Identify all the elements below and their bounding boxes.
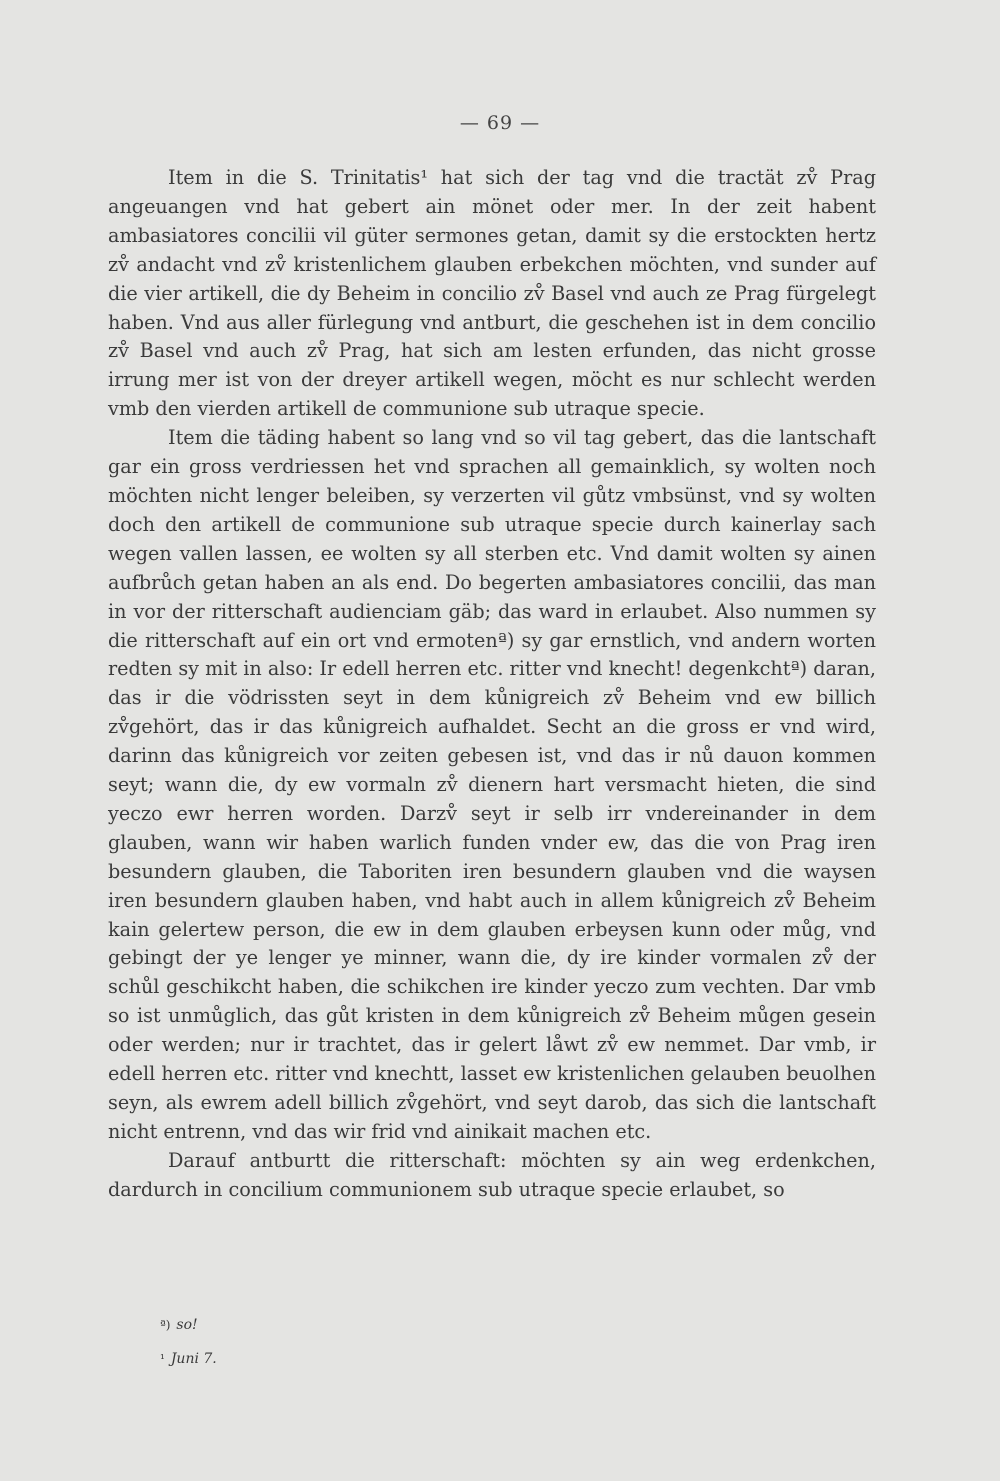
footnotes (160, 1308, 217, 1376)
footnote-text: so! (176, 1317, 198, 1333)
page-number: — 69 — (459, 112, 541, 134)
paragraph: Item in die S. Trinitatis¹ hat sich der tag vnd die tractät zv̊ Prag angeuangen vnd hat gebert ain mönet oder mer. In der zeit habent ambasiatores concilii vil güter sermones getan, damit sy die erstockten hertz zv̊ andacht vnd zv̊ kristenlichem glauben erbekchen möchten, vnd sunder auf die vier artikell, die dy Beheim in concilio zv̊ Basel vnd auch ze Prag fürgelegt haben. Vnd aus aller fürlegung vnd antburt, die geschehen ist in dem concilio zv̊ Basel vnd auch zv̊ Prag, hat sich am lesten erfunden, das nicht grosse irrung mer ist von der dreyer artikell wegen, möcht es nur schlecht werden vmb den vierden artikell de communione sub utraque specie. (108, 166, 876, 421)
paragraph: Item die täding habent so lang vnd so vil tag gebert, das die lantschaft gar ein gross verdriessen het vnd sprachen all gemainklich, sy wolten noch möchten nicht lenger beleiben, sy verzerten vil gůtz vmbsünst, vnd sy wolten doch den artikell de communione sub utraque specie durch kainerlay sach wegen vallen lassen, ee wolten sy all sterben etc. Vnd damit wolten sy ainen aufbrůch getan haben an als end. Do begerten ambasiatores concilii, das man in vor der ritterschaft audienciam gäb; das ward in erlaubet. Also nummen sy die ritterschaft auf ein ort vnd ermotenª) sy gar ernstlich, vnd andern worten redten sy mit in also: Ir edell herren etc. ritter vnd knecht! degenkchtª) daran, das ir die vödrissten seyt in dem kůnigreich zv̊ Beheim vnd ew billich zv̊gehört, das ir das kůnigreich aufhaldet. Secht an die gross er vnd wird, darinn das kůnigreich vor zeiten gebesen ist, vnd das ir nů dauon kommen seyt; wann die, dy ew vormaln zv̊ dienern hart versmacht hieten, die sind yeczo ewr herren worden. Darzv̊ seyt ir selb irr vndereinander in dem glauben, wann wir haben warlich funden vnder ew, das die von Prag iren besundern glauben, die Taboriten iren besundern glauben vnd die waysen iren besundern glauben haben, vnd habt auch in allem kůnigreich zv̊ Beheim kain gelertew person, die ew in dem glauben erbeysen kunn oder můg, vnd gebingt der ye lenger ye minner, wann die, dy ire kinder vormalen zv̊ der schůl geschikcht haben, die schikchen ire kinder yeczo zum vechten. Dar vmb so ist unmůglich, das gůt kristen in dem kůnigreich zv̊ Beheim můgen gesein oder werden; nur ir trachtet, das ir gelert låwt zv̊ ew nemmet. Dar vmb, ir edell herren etc. ritter vnd knechtt, lasset ew kristenlichen gelauben beuolhen seyn, als ewrem adell billich zv̊gehört, vnd seyt darob, das sich die lantschaft nicht entrenn, vnd das wir frid vnd ainikait machen etc. (108, 426, 876, 1143)
paragraph: Darauf antburtt die ritterschaft: möchten sy ain weg erdenkchen, dardurch in concilium communionem sub utraque specie erlaubet, so (108, 1148, 876, 1201)
body-text (108, 164, 876, 1205)
footnote (160, 1342, 217, 1376)
footnote-text: Juni 7. (170, 1351, 217, 1367)
footnote (160, 1308, 217, 1342)
footnote-mark: ª) (160, 1318, 171, 1332)
footnote-mark: ¹ (160, 1352, 165, 1366)
